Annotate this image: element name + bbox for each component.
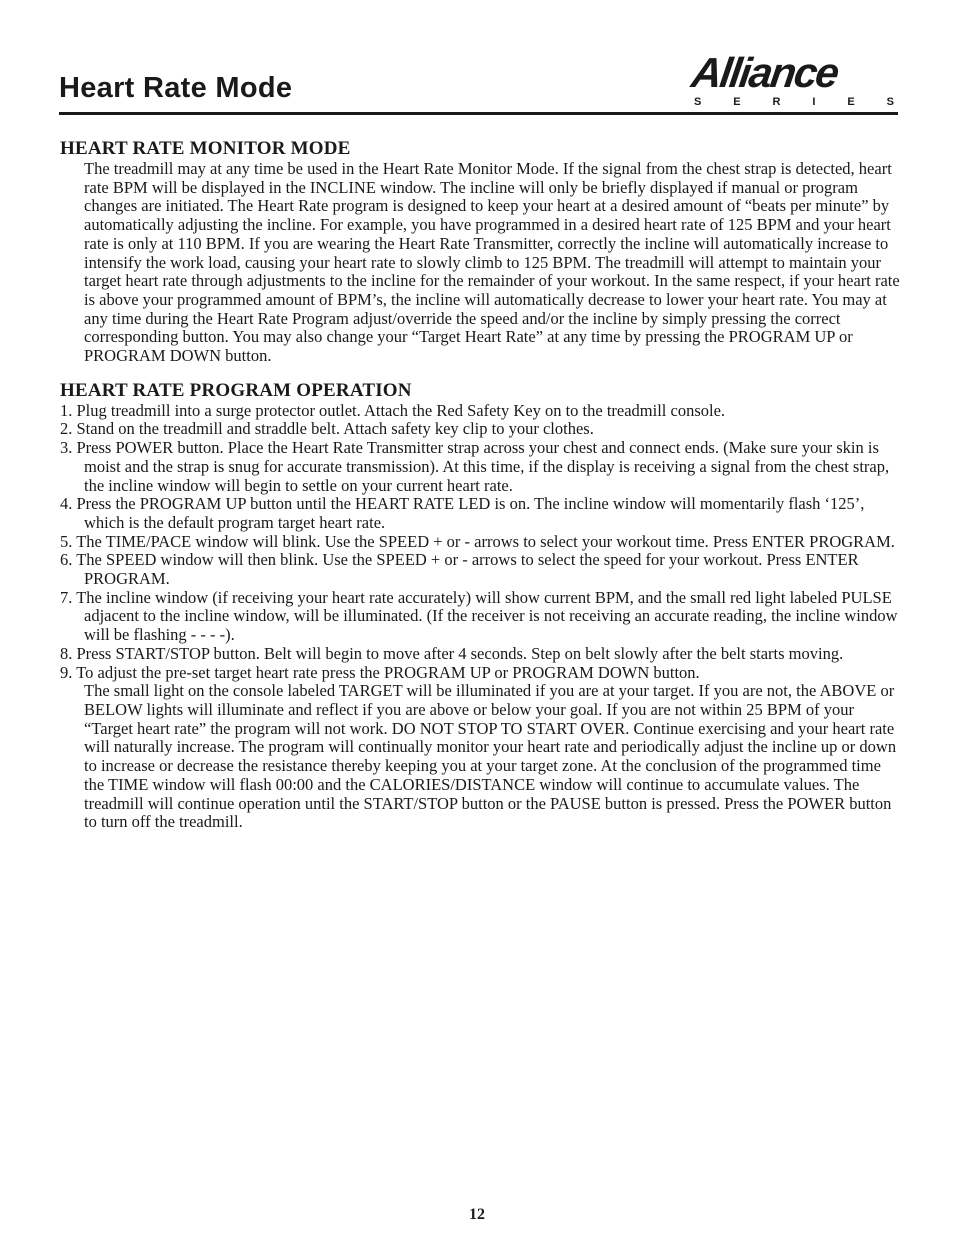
logo-wordmark: Alliance [688, 49, 841, 96]
logo-series-text [694, 96, 894, 108]
logo-series-letter: E [847, 96, 855, 108]
page-number: 12 [469, 1206, 485, 1223]
logo-series-letter: I [812, 96, 816, 108]
operation-steps-list [60, 402, 900, 683]
operation-step: 2. Stand on the treadmill and straddle belt. Attach safety key clip to your clothes. [60, 419, 594, 439]
logo-series-letter: S [886, 96, 894, 108]
section-heading-program-operation: HEART RATE PROGRAM OPERATION [60, 379, 412, 401]
operation-step-9-note: The small light on the console labeled TARGET will be illuminated if you are at your target. If you are not, the ABOVE or BELOW lights will illuminate and reflect if you are above or below your goal. If you are not within 25 BPM of your “Target heart rate” the program will not work. DO NOT STOP TO START OVER. Continue exercising and your heart rate will naturally increase. The program will continually monitor your heart rate and periodically adjust the incline up or down to increase or decrease the resistance thereby keeping you at your target zone. At the conclusion of the programmed time the TIME window will flash 00:00 and the CALORIES/DISTANCE window will continue to accumulate values. The treadmill will continue operation until the START/STOP button or the PAUSE button is pressed. Press the POWER button to turn off the treadmill. [84, 681, 897, 832]
logo-series-letter: E [733, 96, 741, 108]
logo-series-letter: R [772, 96, 781, 108]
operation-step: 8. Press START/STOP button. Belt will begin to move after 4 seconds. Step on belt slowly after the belt starts moving. [60, 643, 844, 663]
alliance-series-logo [688, 49, 900, 112]
operation-step: 5. The TIME/PACE window will blink. Use the SPEED + or - arrows to select your workout time. Press ENTER PROGRAM. [60, 531, 895, 551]
operation-step: 1. Plug treadmill into a surge protector outlet. Attach the Red Safety Key on to the treadmill console. [60, 400, 726, 420]
page-content [60, 138, 900, 832]
monitor-mode-paragraph: The treadmill may at any time be used in the Heart Rate Monitor Mode. If the signal from the chest strap is detected, heart rate BPM will be displayed in the INCLINE window. The incline will only be briefly displayed if manual or program changes are initiated. The Heart Rate program is designed to keep your heart at a desired amount of “beats per minute” by automatically adjusting the incline. For example, you have programmed in a desired heart rate of 125 BPM and your heart rate is only at 110 BPM. If you are wearing the Heart Rate Transmitter, correctly the incline will automatically increase to intensify the work load, causing your heart rate to slowly climb to 125 BPM. The treadmill will attempt to maintain your target heart rate through adjustments to the incline for the remainder of your workout. In the same respect, if your heart rate is above your programmed amount of BPM’s, the incline will automatically decrease to lower your heart rate. You may at any time during the Heart Rate Program adjust/override the speed and/or the incline by simply pressing the correct corresponding button. You may also change your “Target Heart Rate” at any time by pressing the PROGRAM UP or PROGRAM DOWN button. [84, 159, 900, 366]
operation-step: 4. Press the PROGRAM UP button until the HEART RATE LED is on. The incline window will momentarily flash ‘125’, which is the default program target heart rate. [60, 494, 865, 532]
section-heading-monitor-mode: HEART RATE MONITOR MODE [60, 138, 351, 159]
operation-step: 6. The SPEED window will then blink. Use the SPEED + or - arrows to select the speed for your workout. Press ENTER PROGRAM. [60, 550, 859, 589]
operation-step: 9. To adjust the pre-set target heart rate press the PROGRAM UP or PROGRAM DOWN button. [60, 662, 700, 682]
logo-series-letter: S [694, 96, 702, 108]
section-spacer [60, 366, 900, 380]
operation-step: 7. The incline window (if receiving your heart rate accurately) will show current BPM, and the small red light labeled PULSE adjacent to the incline window, will be illuminated. (If the receiver is not receiving an accurate reading, the incline window will be flashing - - - -). [60, 587, 898, 645]
page-title: Heart Rate Mode [59, 72, 293, 104]
operation-step: 3. Press POWER button. Place the Heart Rate Transmitter strap across your chest and connect ends. (Make sure your skin is moist and the strap is snug for accurate transmission). At this time, if the display is receiving a signal from the chest strap, the incline window will begin to settle on your current heart rate. [60, 438, 890, 495]
header-divider [59, 112, 898, 115]
